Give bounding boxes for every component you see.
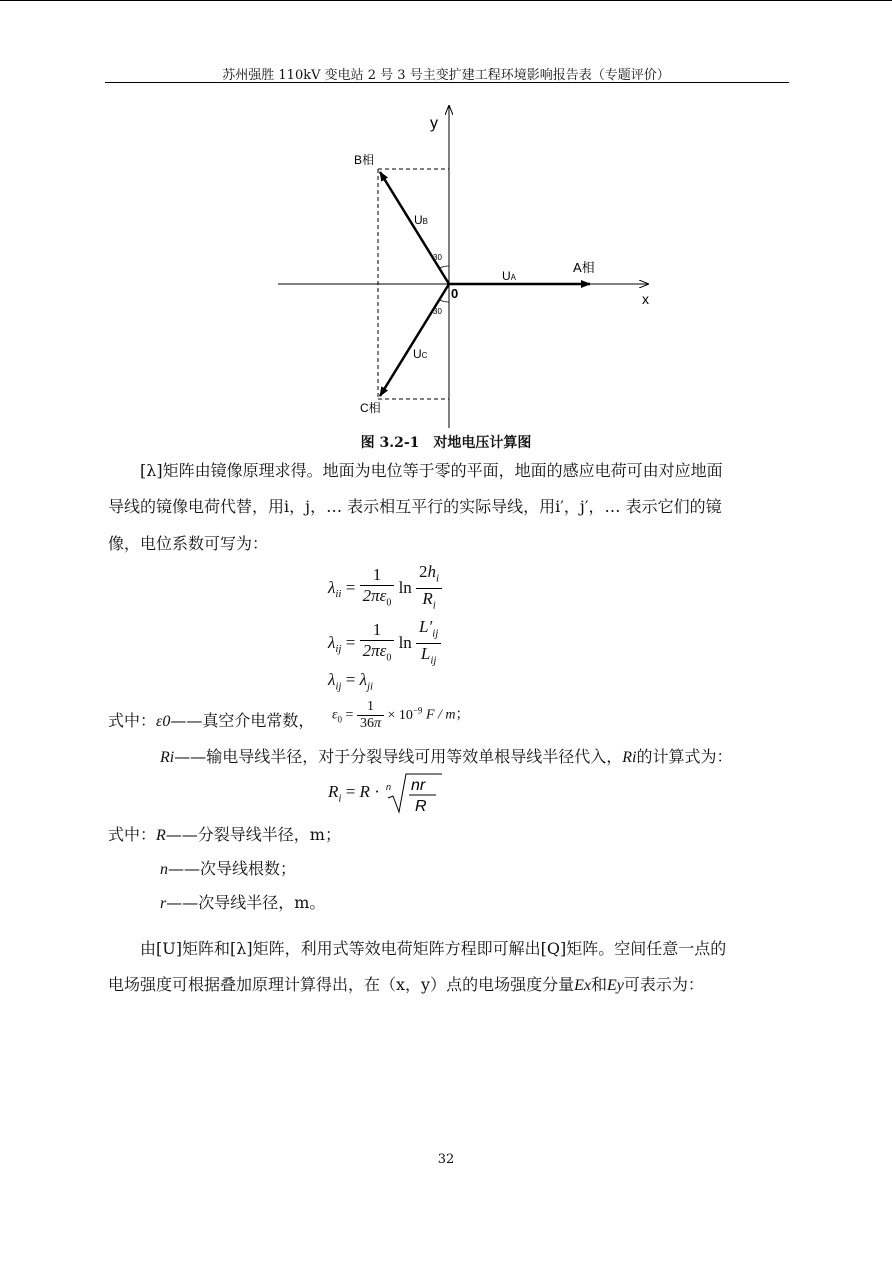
y-axis-label: y: [430, 115, 438, 132]
def-r-line: [108, 822, 341, 845]
vector-b-subscript: B: [422, 217, 429, 226]
equation-epsilon-value: $\varepsilon_0$ = $\frac{1}{36\pi}$ × $10^{-9}$ F / m；: [332, 699, 470, 731]
angle-arc-top: [440, 266, 449, 268]
paragraph-1-line-2: 导线的镜像电荷代替，用i，j，… 表示相互平行的实际导线，用i′，j′，… 表示它们的镜: [108, 497, 722, 516]
paragraph-2-text: 电场强度可根据叠加原理计算得出，在（x，y）点的电场强度分量: [108, 975, 575, 994]
ri-symbol-2: Ri: [622, 749, 637, 766]
def-R-symbol: R: [156, 827, 166, 844]
def-R-description: ——分裂导线半径，m；: [165, 825, 341, 844]
paragraph-2-line-1: 由[U]矩阵和[λ]矩阵，利用式等效电荷矩阵方程即可解出[Q]矩阵。空间任意一点的: [140, 939, 727, 958]
paragraph-2-line-2: [108, 972, 704, 995]
and-text: 和: [590, 975, 607, 994]
vector-a-subscript: A: [510, 273, 517, 282]
voltage-diagram: [270, 100, 670, 430]
ex-symbol: Ex: [574, 977, 591, 994]
def-prefix: 式中：: [108, 825, 157, 844]
angle-arc-bottom: [440, 300, 449, 302]
equation-lambda-ij: $\lambda_{ij}$ = $\frac{1}{2\pi\varepsilon_0}$ ln $\frac{L'_{ij}}{L_{ij}}$: [328, 617, 441, 671]
ri-description: ——输电导线半径，对于分裂导线可用等效单根导线半径代入，: [174, 747, 623, 766]
header-rule: [105, 82, 789, 83]
equation-lambda-ii: $\lambda_{ii}$ = $\frac{1}{2\pi\varepsilon_0}$ ln $\frac{2h_i}{R_i}$: [328, 562, 442, 616]
ri-symbol: Ri: [160, 749, 175, 766]
epsilon-description: ——真空介电常数，: [170, 711, 315, 730]
phase-c-label: C相: [360, 401, 381, 415]
def-n-line: [160, 856, 296, 879]
def-n-description: ——次导线根数；: [168, 859, 297, 878]
figure-caption: 图 3.2-1 对地电压计算图: [360, 435, 532, 451]
ri-description-2: 的计算式为：: [636, 747, 733, 766]
def-r-small-line: [160, 890, 325, 913]
angle-label-top: 30: [433, 253, 442, 262]
svg-text:UB: [414, 213, 428, 227]
page-header: 苏州强胜 110kV 变电站 2 号 3 号主变扩建工程环境影响报告表（专题评价）: [222, 68, 670, 83]
vector-c-label: U: [413, 347, 422, 361]
svg-text:R: R: [415, 798, 427, 815]
svg-text:UA: [502, 269, 517, 283]
equation-ri: $R_i = R$ · n nr R: [328, 770, 444, 816]
svg-text:n: n: [386, 782, 392, 792]
x-axis-label: x: [642, 291, 649, 307]
svg-text:nr: nr: [411, 777, 426, 794]
def-r-symbol: r: [160, 895, 167, 912]
radical-sign: [384, 770, 444, 816]
paragraph-2-end: 可表示为：: [623, 975, 704, 994]
top-border: [0, 0, 892, 1]
def-n-symbol: n: [160, 861, 168, 878]
ey-symbol: Ey: [606, 977, 624, 994]
vector-b: [380, 172, 449, 284]
phase-b-label: B相: [354, 153, 375, 167]
vector-c-subscript: C: [421, 351, 428, 360]
vector-c: [380, 284, 449, 396]
vector-a-label: U: [502, 269, 511, 283]
def-r-description: ——次导线半径，m。: [166, 893, 326, 912]
paragraph-1-line-3: 像，电位系数可写为：: [108, 534, 269, 553]
origin-label: 0: [451, 286, 459, 301]
phase-a-label: A相: [573, 260, 595, 275]
page-number: 32: [437, 1152, 455, 1167]
epsilon-definition-line: [108, 708, 314, 731]
equation-lambda-symmetry: $\lambda_{ij} = \lambda_{ji}$: [328, 670, 374, 693]
ri-definition-line: [160, 744, 732, 767]
epsilon-symbol: ε0: [156, 713, 171, 730]
angle-label-bottom: 30: [433, 307, 442, 316]
svg-text:UC: [413, 347, 428, 361]
epsilon-prefix: 式中：: [108, 711, 157, 730]
paragraph-1-line-1: [λ]矩阵由镜像原理求得。地面为电位等于零的平面，地面的感应电荷可由对应地面: [140, 461, 723, 480]
vector-b-label: U: [414, 213, 423, 227]
